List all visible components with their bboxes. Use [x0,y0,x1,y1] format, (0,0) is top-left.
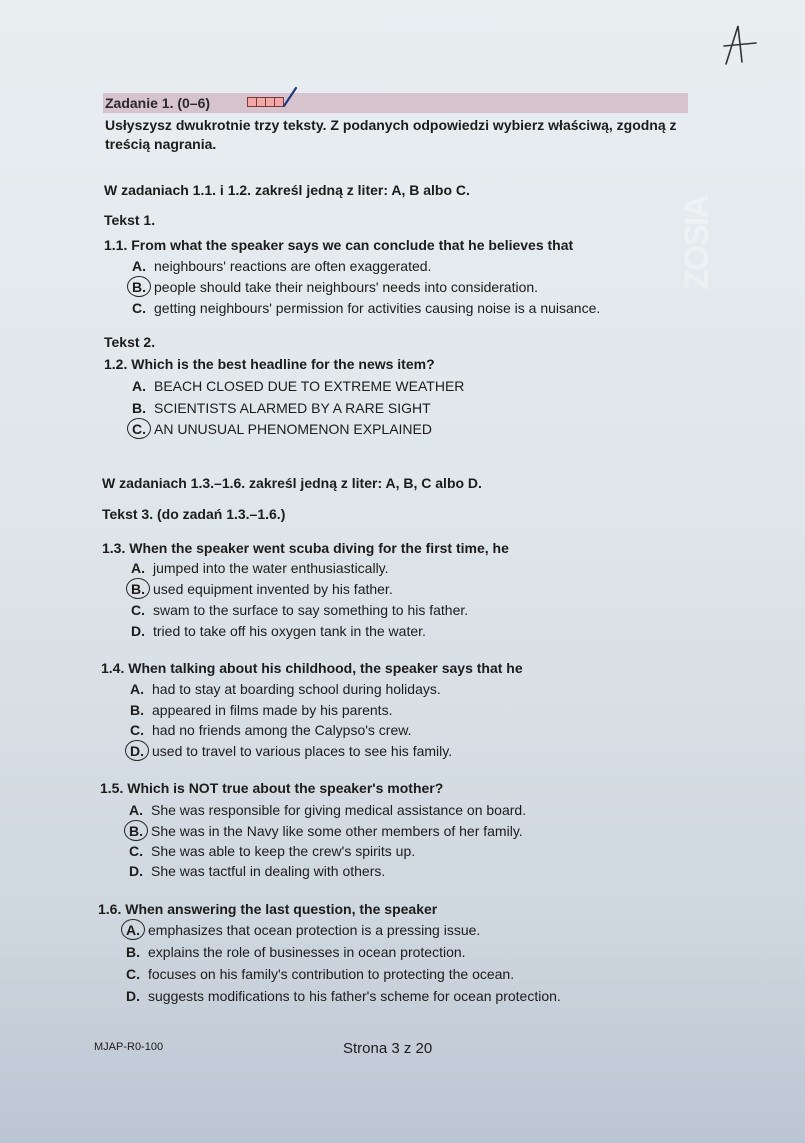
option-1-3-a[interactable] [131,560,389,576]
option-letter: D. [126,988,140,1004]
question-number: 1.5. [100,780,124,796]
option-text: getting neighbours' permission for activities causing noise is a nuisance. [154,300,601,316]
option-1-1-b[interactable] [132,279,538,295]
option-1-1-a[interactable] [132,258,431,274]
option-text: emphasizes that ocean protection is a pressing issue. [148,922,481,938]
option-text: She was able to keep the crew's spirits up. [151,843,416,859]
option-text: people should take their neighbours' needs into consideration. [154,279,539,295]
option-letter-circled: B. [131,581,153,597]
option-1-5-b[interactable] [129,823,523,839]
question-1-5 [100,780,443,796]
question-prompt: When talking about his childhood, the speaker says that he [128,660,523,676]
question-prompt: Which is the best headline for the news item? [131,356,435,372]
question-1-6 [98,901,437,917]
section-instruction: W zadaniach 1.3.–1.6. zakreśl jedną z liter: A, B, C albo D. [102,475,482,491]
option-text: She was responsible for giving medical assistance on board. [151,802,527,818]
option-letter: B. [126,944,140,960]
option-letter: B. [132,400,146,416]
question-number: 1.3. [102,540,126,556]
option-1-6-d[interactable] [126,988,561,1004]
score-boxes [247,97,284,107]
option-letter-circled: D. [130,743,152,759]
question-1-1 [104,237,573,253]
question-prompt: When answering the last question, the speaker [125,901,438,917]
option-1-2-b[interactable] [132,400,431,416]
option-letter: C. [129,843,143,859]
option-1-4-d[interactable] [130,743,452,759]
option-1-5-a[interactable] [129,802,526,818]
text-label: Tekst 1. [104,212,156,228]
option-letter-circled: A. [126,922,148,938]
option-letter: C. [131,602,145,618]
option-text: used equipment invented by his father. [153,581,393,597]
option-letter: A. [132,258,146,274]
option-text: BEACH CLOSED DUE TO EXTREME WEATHER [154,378,465,394]
pen-mark-icon [282,86,298,108]
option-text: swam to the surface to say something to his father. [153,602,469,618]
question-1-2 [104,356,435,372]
question-prompt: When the speaker went scuba diving for the first time, he [129,540,509,556]
option-1-5-c[interactable] [129,843,415,859]
option-letter: D. [129,863,143,879]
question-prompt: From what the speaker says we can conclude that he believes that [131,237,574,253]
option-text: AN UNUSUAL PHENOMENON EXPLAINED [154,421,432,437]
option-1-3-c[interactable] [131,602,468,618]
option-text: jumped into the water enthusiastically. [153,560,389,576]
handwritten-letter-a [718,22,768,68]
section-instruction: W zadaniach 1.1. i 1.2. zakreśl jedną z liter: A, B albo C. [104,182,470,198]
option-letter: C. [130,722,144,738]
option-text: tried to take off his oxygen tank in the water. [153,623,426,639]
option-1-4-c[interactable] [130,722,412,738]
option-1-3-d[interactable] [131,623,426,639]
option-letter-circled: C. [132,421,154,437]
score-box [257,98,266,106]
question-prompt: Which is NOT true about the speaker's mother? [127,780,444,796]
option-1-2-c[interactable] [132,421,432,437]
option-text: focuses on his family's contribution to protecting the ocean. [148,966,515,982]
option-letter: C. [132,300,146,316]
option-letter-circled: B. [129,823,151,839]
option-1-4-b[interactable] [130,702,392,718]
score-box [266,98,275,106]
option-letter-circled: B. [132,279,154,295]
option-text: had to stay at boarding school during holidays. [152,681,441,697]
text-label: Tekst 2. [104,334,156,350]
option-letter: D. [131,623,145,639]
option-letter: A. [130,681,144,697]
question-1-4 [101,660,523,676]
exam-code: MJAP-R0-100 [94,1041,164,1053]
option-1-6-c[interactable] [126,966,514,982]
option-text: She was in the Navy like some other members of her family. [151,823,523,839]
option-1-3-b[interactable] [131,581,393,597]
text-label: Tekst 3. (do zadań 1.3.–1.6.) [102,506,286,522]
option-letter: A. [129,802,143,818]
option-1-1-c[interactable] [132,300,600,316]
question-number: 1.6. [98,901,122,917]
option-text: neighbours' reactions are often exaggerated. [154,258,432,274]
option-text: She was tactful in dealing with others. [151,863,386,879]
option-text: used to travel to various places to see his family. [152,743,453,759]
task-title: Zadanie 1. (0–6) [105,95,211,111]
option-1-6-a[interactable] [126,922,480,938]
option-letter: A. [131,560,145,576]
option-1-4-a[interactable] [130,681,441,697]
score-box [248,98,257,106]
option-1-2-a[interactable] [132,378,464,394]
option-letter: B. [130,702,144,718]
task-instruction: Usłyszysz dwukrotnie trzy teksty. Z podanych odpowiedzi wybierz właściwą, zgodną z treścią nagrania. [105,117,677,152]
option-text: appeared in films made by his parents. [152,702,393,718]
option-letter: C. [126,966,140,982]
question-number: 1.4. [101,660,125,676]
option-text: explains the role of businesses in ocean protection. [148,944,466,960]
option-text: SCIENTISTS ALARMED BY A RARE SIGHT [154,400,431,416]
option-text: had no friends among the Calypso's crew. [152,722,412,738]
option-1-6-b[interactable] [126,944,466,960]
option-1-5-d[interactable] [129,863,385,879]
question-number: 1.2. [104,356,128,372]
watermark: ZOSIA [678,196,716,290]
option-letter: A. [132,378,146,394]
option-text: suggests modifications to his father's scheme for ocean protection. [148,988,561,1004]
question-1-3 [102,540,509,556]
page-number: Strona 3 z 20 [343,1040,433,1057]
question-number: 1.1. [104,237,128,253]
